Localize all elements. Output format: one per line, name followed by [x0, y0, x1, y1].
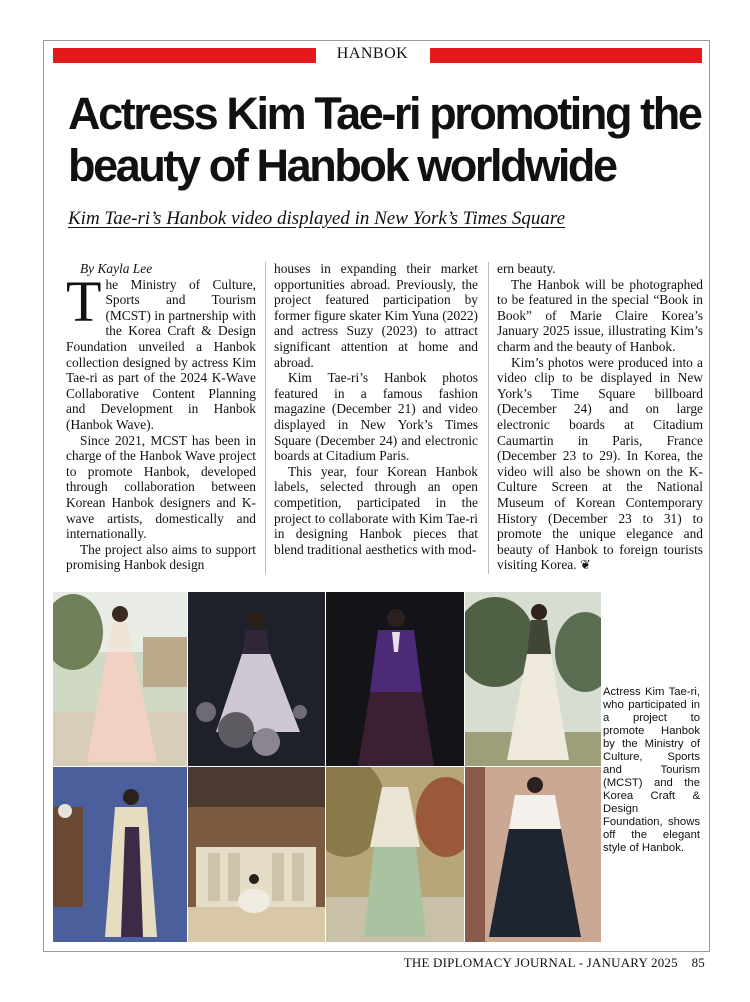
article-column-2 — [274, 261, 478, 557]
article-column-3 — [497, 261, 703, 573]
body-paragraph: ern beauty. — [497, 261, 556, 276]
article-column-1 — [66, 261, 256, 573]
headline: Actress Kim Tae-ri promoting the beauty of Hanbok worldwide — [68, 88, 701, 191]
body-paragraph: This year, four Korean Hanbok labels, selected through an open competition, participated in the project to collaborate with Kim Tae-ri in designing Hanbok pieces that blend traditional aesthetics with mod- — [274, 463, 478, 557]
hanbok-photo-studio-spheres — [188, 592, 325, 766]
hanbok-photo-garden — [53, 592, 187, 766]
hanbok-photo-veil-autumn — [326, 767, 464, 942]
hanbok-photo-blue-backdrop — [53, 767, 187, 942]
section-bar-right — [430, 48, 702, 63]
body-paragraph: The Hanbok will be photographed to be featured in the special “Book in Book” of Marie Claire Korea’s January 2025 issue, illustrating Kim’s charm and the beauty of Hanbok. — [497, 276, 703, 354]
hanbok-photo-pine-tree — [465, 592, 601, 766]
hanbok-photo-hanok-room — [188, 767, 325, 942]
body-paragraph: The project also aims to support promising Hanbok design — [66, 541, 256, 573]
body-paragraph: Kim’s photos were produced into a video clip to be displayed in New York’s Time Square billboard (December 24) and on large electronic boards at Citadium Caumartin in Paris, France (December 23 to 29). In Korea, the video will also be shown on the K-Culture Screen at the National Museum of Korean Contemporary History (December 23 to 31) to promote the unique elegance and beauty of Hanbok to foreign tourists visiting Korea. ❦ — [497, 354, 703, 573]
body-paragraph: houses in expanding their market opportunities abroad. Previously, the project featured participation by former figure skater Kim Yuna (2022) and actress Suzy (2023) to attract significant attention at home and abroad. — [274, 261, 478, 370]
byline: By Kayla Lee — [80, 261, 153, 276]
hanbok-photo-purple-jeogori — [326, 592, 464, 766]
lead-paragraph-text: he Ministry of Culture, Sports and Tourism (MCST) in partnership with the Korea Craft & Design Foundation unveiled a Hanbok collection designed by actress Kim Tae-ri as part of the 2024 K-Wave Collaborative Content Planning and Development in Hanbok (Hanbok Wave). — [66, 276, 256, 432]
body-paragraph: Since 2021, MCST has been in charge of the Hanbok Wave project to promote Hanbok, developed through collaboration between Korean Hanbok designers and K-wave artists, domestically and internationally. — [66, 432, 256, 542]
section-label: HANBOK — [336, 45, 409, 62]
column-divider — [265, 262, 266, 574]
end-mark-icon: ❦ — [579, 557, 591, 573]
body-paragraph: Kim Tae-ri’s Hanbok photos featured in a famous fashion magazine (December 21) and video displayed in New York’s Times Square (December 24) and electronic boards at Citadium Paris. — [274, 370, 478, 464]
section-bar-left — [53, 48, 316, 63]
subheadline: Kim Tae-ri’s Hanbok video displayed in New York’s Times Square — [68, 208, 566, 229]
photo-caption: Actress Kim Tae-ri, who participated in a project to promote Hanbok by the Ministry of Culture, Sports and Tourism (MCST) and the Korea Craft & Design Foundation, shows off the elegant style of Hanbok. — [603, 686, 700, 854]
drop-cap: T — [66, 268, 102, 334]
column-divider — [488, 262, 489, 574]
page-footer: THE DIPLOMACY JOURNAL - JANUARY 2025 85 — [403, 955, 705, 970]
hanbok-photo-black-chima — [465, 767, 601, 942]
